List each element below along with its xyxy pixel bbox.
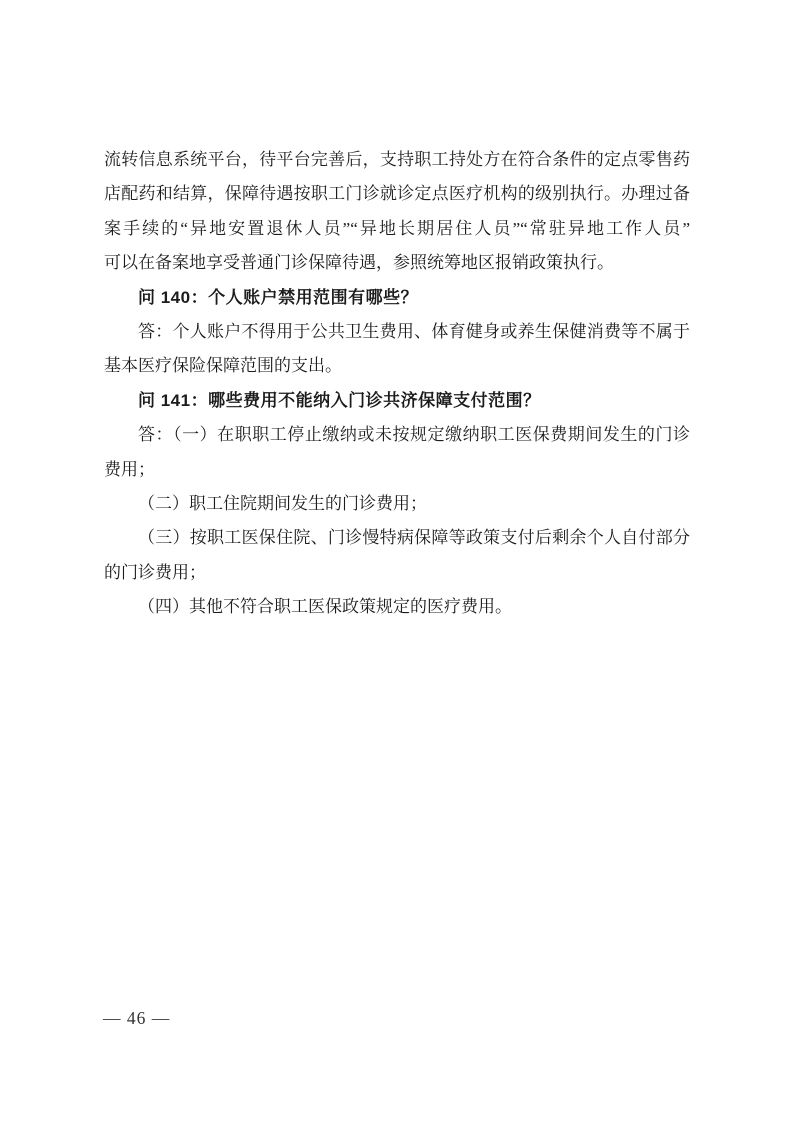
text-line: 流转信息系统平台，待平台完善后，支持职工持处方在符合条件的定点零售药 bbox=[104, 150, 690, 169]
text-line: 的门诊费用； bbox=[104, 562, 206, 582]
text-line: 费用； bbox=[104, 459, 155, 479]
text-line: 答：个人账户不得用于公共卫生费用、体育健身或养生保健消费等不属于 bbox=[138, 322, 690, 342]
paragraph bbox=[104, 315, 690, 384]
question-heading bbox=[104, 281, 690, 315]
page-number-label: — 46 — bbox=[103, 1008, 171, 1028]
text-line: 问 141：哪些费用不能纳入门诊共济保障支付范围？ bbox=[138, 390, 541, 410]
text-line: 店配药和结算，保障待遇按职工门诊就诊定点医疗机构的级别执行。办理过备 bbox=[104, 184, 690, 204]
paragraph bbox=[104, 590, 690, 624]
paragraph bbox=[104, 487, 690, 521]
paragraph bbox=[104, 521, 690, 590]
text-line: （三）按职工医保住院、门诊慢特病保障等政策支付后剩余个人自付部分 bbox=[138, 528, 690, 548]
document-body bbox=[104, 143, 690, 625]
paragraph bbox=[104, 143, 690, 281]
text-line: 基本医疗保险保障范围的支出。 bbox=[104, 356, 342, 376]
text-line: （四）其他不符合职工医保政策规定的医疗费用。 bbox=[138, 597, 512, 617]
paragraph bbox=[104, 418, 690, 487]
page-number bbox=[103, 1007, 170, 1029]
text-line: 答：（一）在职职工停止缴纳或未按规定缴纳职工医保费期间发生的门诊 bbox=[138, 425, 690, 445]
text-line: 可以在备案地享受普通门诊保障待遇，参照统筹地区报销政策执行。 bbox=[104, 253, 614, 273]
text-line: 案手续的“异地安置退休人员”“异地长期居住人员”“常驻异地工作人员” bbox=[104, 218, 690, 238]
text-line: 问 140：个人账户禁用范围有哪些？ bbox=[138, 287, 419, 307]
question-heading bbox=[104, 384, 690, 418]
text-line: （二）职工住院期间发生的门诊费用； bbox=[138, 494, 427, 514]
